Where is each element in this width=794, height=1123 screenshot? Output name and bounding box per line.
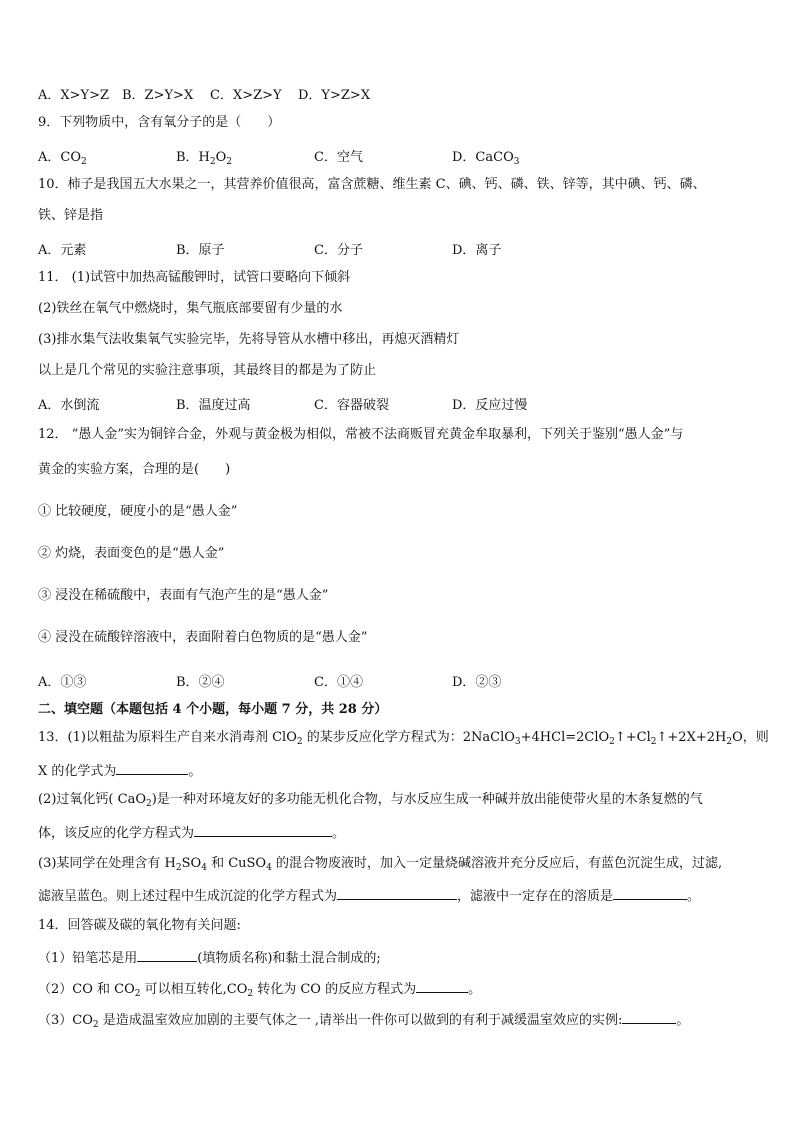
q12-item-3: ③ 浸没在稀硫酸中，表面有气泡产生的是“愚人金”	[38, 588, 329, 603]
q13-part2-line1: (2)过氧化钙( CaO$_2$)是一种对环境友好的多功能无机化合物，与水反应生成一种碱并放出能使带火星的木条复燃的气	[38, 792, 703, 809]
q9-stem: 9．下列物质中，含有氧分子的是（ ）	[38, 115, 281, 130]
q13-part2-answer-blank[interactable]	[194, 824, 332, 837]
q12-option-b: B．②④	[176, 675, 225, 690]
q11-line2: (2)铁丝在氧气中燃烧时，集气瓶底部要留有少量的水	[38, 301, 343, 316]
q9-option-c: C．空气	[314, 150, 363, 165]
q11-line4: 以上是几个常见的实验注意事项，其最终目的都是为了防止	[38, 363, 377, 378]
q8-option-b: B．Z>Y>X	[122, 88, 194, 103]
q13-part1-line1: 13．(1)以粗盐为原料生产自来水消毒剂 ClO$_2$ 的某步反应化学方程式为：$2NaClO_3+4HCl=2ClO_2↑+Cl_2↑+2X+2H_2O$，则	[38, 730, 769, 747]
q10-stem-line2: 铁、锌是指	[38, 208, 104, 223]
q14-stem: 14．回答碳及碳的氧化物有关问题:	[38, 918, 241, 933]
q11-option-b: B．温度过高	[176, 398, 251, 413]
q11-option-d: D．反应过慢	[452, 398, 528, 413]
q11-line3: (3)排水集气法收集氧气实验完毕，先将导管从水槽中移出，再熄灭酒精灯	[38, 332, 460, 347]
q10-stem-line1: 10．柿子是我国五大水果之一，其营养价值很高，富含蔗糖、维生素 C、碘、钙、磷、铁、锌等，其中碘、钙、磷、	[38, 177, 706, 192]
q11-option-c: C．容器破裂	[314, 398, 389, 413]
q13-part1-answer-blank[interactable]	[116, 762, 188, 775]
q11-option-a: A．水倒流	[38, 398, 100, 413]
q11-line1: 11． (1)试管中加热高锰酸钾时，试管口要略向下倾斜	[38, 270, 351, 285]
q12-item-2: ② 灼烧，表面变色的是“愚人金”	[38, 546, 225, 561]
q12-option-a: A．①③	[38, 675, 87, 690]
q14-part2: （2）CO 和 $CO_2$ 可以相互转化$,CO_2$ 转化为 CO 的反应方程式为 。	[38, 982, 482, 999]
q10-option-c: C．分子	[314, 243, 363, 258]
q12-option-d: D．②③	[452, 675, 502, 690]
q13-part2-line2: 体，该反应的化学方程式为 。	[38, 826, 346, 841]
q13-part3-equation-blank[interactable]	[337, 887, 457, 900]
q8-option-d: D．Y>Z>X	[298, 88, 371, 103]
q14-part2-answer-blank[interactable]	[416, 980, 468, 993]
q12-line2: 黄金的实验方案，合理的是( )	[38, 462, 231, 477]
q12-item-1: ① 比较硬度，硬度小的是“愚人金”	[38, 504, 238, 519]
q14-part3-answer-blank[interactable]	[622, 1011, 676, 1024]
q13-part3-line2: 滤液呈蓝色。则上述过程中生成沉淀的化学方程式为 ，滤液中一定存在的溶质是 。	[38, 889, 701, 904]
q9-option-b: B．$H_2O_2$	[176, 150, 233, 167]
section-2-title: 二、填空题（本题包括 4 个小题，每小题 7 分，共 28 分）	[38, 702, 388, 717]
q12-line1: 12． “愚人金”实为铜锌合金，外观与黄金极为相似，常被不法商贩冒充黄金牟取暴利，下列关于鉴别“愚人金”与	[38, 427, 684, 442]
q8-option-a: A．X>Y>Z	[38, 88, 110, 103]
q14-part3: $(3)CO_2$ 是造成温室效应加剧的主要气体之一 ,请举出一件你可以做到的有利于减缓温室效应的实例: 。	[38, 1013, 690, 1030]
q10-option-d: D．离子	[452, 243, 502, 258]
q8-option-c: C．X>Z>Y	[210, 88, 282, 103]
q9-option-d: D．CaCO$_3$	[452, 150, 520, 167]
q10-option-b: B．原子	[176, 243, 225, 258]
q13-part3-line1: (3)某同学在处理含有 $H_2SO_4$ 和 CuSO$_4$ 的混合物废液时，加入一定量烧碱溶液并充分反应后，有蓝色沉淀生成，过滤,	[38, 856, 723, 873]
q12-item-4: ④ 浸没在硫酸锌溶液中，表面附着白色物质的是“愚人金”	[38, 630, 368, 645]
q14-part1-answer-blank[interactable]	[137, 949, 197, 962]
q10-option-a: A．元素	[38, 243, 87, 258]
q9-option-a: A．$CO_2$	[38, 150, 87, 167]
q12-option-c: C．①④	[314, 675, 363, 690]
q13-part1-line2: X 的化学式为 。	[38, 764, 202, 779]
q13-part3-solute-blank[interactable]	[613, 887, 687, 900]
q14-part1: （1）铅笔芯是用 (填物质名称)和黏土混合制成的;	[38, 951, 381, 966]
